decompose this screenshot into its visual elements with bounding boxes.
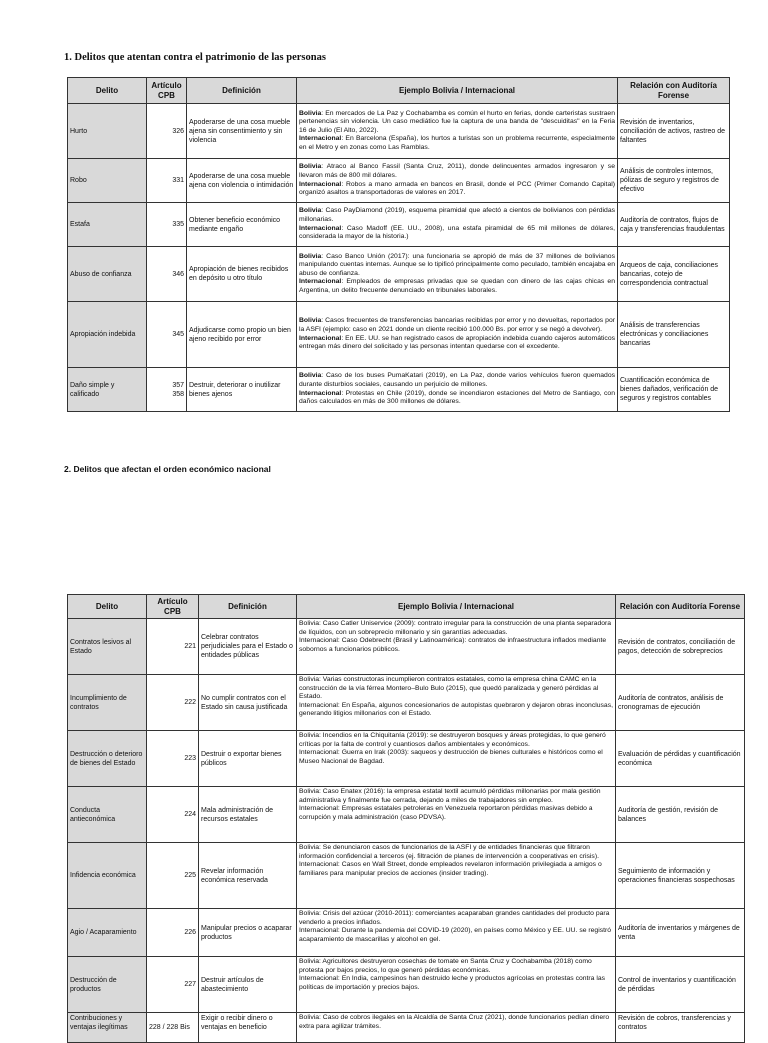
label-bolivia: Bolivia bbox=[299, 372, 322, 380]
label-internacional: Internacional bbox=[299, 180, 342, 188]
text-internacional: : Empleados de empresas privadas que se quedan con dinero de las cajas chicas en Argentina, un delito frecuente denunciado en tribunales laborales. bbox=[299, 278, 615, 294]
cell-articulo: 326 bbox=[147, 104, 187, 159]
col-header-ejemplo: Ejemplo Bolivia / Internacional bbox=[297, 595, 616, 619]
cell-delito: Apropiación indebida bbox=[68, 302, 147, 368]
cell-relacion: Auditoría de inventarios y márgenes de venta bbox=[616, 909, 745, 957]
cell-articulo: 335 bbox=[147, 203, 187, 247]
table-header-row bbox=[68, 595, 745, 619]
text-internacional: : En EE. UU. se han registrado casos de apropiación indebida cuando cajeros automáticos entregan más dinero del solicitado y las personas intentan quedarse con el excedente. bbox=[299, 334, 615, 351]
cell-articulo: 224 bbox=[147, 787, 199, 843]
table-row bbox=[68, 1013, 745, 1043]
cell-delito: Infidencia económica bbox=[68, 843, 147, 909]
text-bolivia: : Atraco al Banco Fassil (Santa Cruz, 2011), donde delincuentes armados ingresaron y se llevaron más de 800 mil dólares. bbox=[299, 163, 615, 179]
orden-economico-table bbox=[67, 594, 745, 1043]
cell-delito: Conducta antieconómica bbox=[68, 787, 147, 843]
label-bolivia: Bolivia bbox=[299, 252, 322, 260]
cell-relacion: Análisis de transferencias electrónicas y conciliaciones bancarias bbox=[618, 302, 730, 368]
cell-relacion: Control de inventarios y cuantificación de pérdidas bbox=[616, 957, 745, 1013]
cell-delito: Robo bbox=[68, 159, 147, 203]
cell-relacion: Revisión de contratos, conciliación de pagos, detección de sobreprecios bbox=[616, 619, 745, 675]
cell-relacion: Revisión de cobros, transferencias y contratos bbox=[616, 1013, 745, 1043]
text-bolivia: : Caso de los buses PumaKatari (2019), en La Paz, donde varios vehículos fueron quemados durante disturbios sociales, causando un perjuicio de millones. bbox=[299, 372, 615, 388]
cell-definicion: Obtener beneficio económico mediante engaño bbox=[187, 203, 297, 247]
label-bolivia: Bolivia bbox=[299, 109, 322, 117]
text-internacional: : En Barcelona (España), los hurtos a turistas son un problema recurrente, especialmente en el Metro y en zonas como Las Ramblas. bbox=[299, 135, 615, 151]
cell-ejemplo: Bolivia: Incendios en la Chiquitanía (2019): se destruyeron bosques y áreas protegidas, lo que generó críticas por la falta de control y cuantiosos daños ambientales y económicos. Internacional: Guerra en Irak (2003): saqueos y destrucción de bienes culturales e históricos como el Museo Nacional de Bagdad. bbox=[297, 731, 616, 787]
col-header-relacion: Relación con Auditoría Forense bbox=[618, 78, 730, 104]
cell-definicion: Mala administración de recursos estatales bbox=[199, 787, 297, 843]
label-internacional: Internacional bbox=[299, 224, 342, 232]
cell-definicion: Revelar información económica reservada bbox=[199, 843, 297, 909]
text-internacional: : Robos a mano armada en bancos en Brasil, donde el PCC (Primer Comando Capital) organizó asaltos a transportadoras de valores en 2017. bbox=[299, 180, 615, 197]
table-row bbox=[68, 159, 730, 203]
cell-ejemplo bbox=[297, 104, 618, 159]
cell-articulo: 226 bbox=[147, 909, 199, 957]
label-bolivia: Bolivia bbox=[299, 317, 322, 325]
cell-delito: Contribuciones y ventajas ilegítimas bbox=[68, 1013, 147, 1043]
table-row bbox=[68, 247, 730, 302]
table-row bbox=[68, 104, 730, 159]
text-bolivia: : En mercados de La Paz y Cochabamba es común el hurto en ferias, donde carteristas sustraen pertenencias sin violencia. Un caso mediático fue la captura de una banda de "descuiditas" en la Feria 16 de Julio (El Alto, 2022). bbox=[299, 109, 615, 134]
cell-articulo: 345 bbox=[147, 302, 187, 368]
patrimonio-table bbox=[67, 77, 730, 412]
cell-delito: Estafa bbox=[68, 203, 147, 247]
text-bolivia: : Caso Banco Unión (2017): una funcionaria se apropió de más de 37 millones de bolivianos manipulando cuentas internas. Aunque se lo tipificó principalmente como peculado, también encajaba en abuso de confianza. bbox=[299, 252, 615, 277]
col-header-articulo: Artículo CPB bbox=[147, 78, 187, 104]
cell-delito: Contratos lesivos al Estado bbox=[68, 619, 147, 675]
text-internacional: : Protestas en Chile (2019), donde se incendiaron estaciones del Metro de Santiago, con daños calculados en más de 300 millones de dólares. bbox=[299, 389, 615, 406]
cell-articulo: 228 / 228 Bis bbox=[147, 1013, 199, 1043]
cell-articulo: 227 bbox=[147, 957, 199, 1013]
cell-articulo: 357 358 bbox=[147, 368, 187, 412]
col-header-articulo: Artículo CPB bbox=[147, 595, 199, 619]
col-header-relacion: Relación con Auditoría Forense bbox=[616, 595, 745, 619]
cell-definicion: No cumplir contratos con el Estado sin causa justificada bbox=[199, 675, 297, 731]
cell-definicion: Celebrar contratos perjudiciales para el Estado o entidades públicas bbox=[199, 619, 297, 675]
col-header-delito: Delito bbox=[68, 78, 147, 104]
cell-relacion: Cuantificación económica de bienes dañados, verificación de seguros y registros contables bbox=[618, 368, 730, 412]
table-row bbox=[68, 957, 745, 1013]
cell-ejemplo: Bolivia: Agricultores destruyeron cosechas de tomate en Santa Cruz y Cochabamba (2018) como protesta por bajos precios, lo que generó pérdidas económicas. Internacional: En India, campesinos han destruido leche y productos agrícolas en protestas contra las políticas de importación y precios bajos. bbox=[297, 957, 616, 1013]
cell-relacion: Arqueos de caja, conciliaciones bancarias, cotejo de correspondencia contractual bbox=[618, 247, 730, 302]
cell-delito: Agio / Acaparamiento bbox=[68, 909, 147, 957]
section-1-title: 1. Delitos que atentan contra el patrimonio de las personas bbox=[64, 52, 326, 63]
cell-relacion: Revisión de inventarios, conciliación de activos, rastreo de faltantes bbox=[618, 104, 730, 159]
label-internacional: Internacional bbox=[299, 135, 342, 143]
cell-ejemplo: Bolivia: Varias constructoras incumplieron contratos estatales, como la empresa china CAMC en la construcción de la vía férrea Montero–Bulo Bulo (2015), que quedó paralizada y generó pérdidas al Estado. Internacional: En España, algunos concesionarios de autopistas quebraron y dejaron obras inconclusas, generando litigios millonarios con el Estado. bbox=[297, 675, 616, 731]
table-header-row bbox=[68, 78, 730, 104]
cell-ejemplo: Bolivia: Crisis del azúcar (2010-2011): comerciantes acaparaban grandes cantidades del producto para venderlo a precios inflados. Internacional: Durante la pandemia del COVID-19 (2020), en países como México y EE. UU. se registró acaparamiento de mascarillas y alcohol en gel. bbox=[297, 909, 616, 957]
text-bolivia: : Casos frecuentes de transferencias bancarias recibidas por error y no devueltas, reportados por la ASFI (ejemplo: caso en 2021 donde un cliente recibió 100.000 Bs. por error y se negó a devolver). bbox=[299, 317, 615, 333]
label-bolivia: Bolivia bbox=[299, 207, 322, 215]
cell-ejemplo: Bolivia: Caso de cobros ilegales en la Alcaldía de Santa Cruz (2021), donde funcionarios pedían dinero extra para agilizar trámites. bbox=[297, 1013, 616, 1043]
table-row bbox=[68, 302, 730, 368]
table-row bbox=[68, 619, 745, 675]
text-internacional: : Caso Madoff (EE. UU., 2008), una estafa piramidal de 65 mil millones de dólares, considerada la mayor de la historia.) bbox=[299, 224, 615, 241]
cell-relacion: Análisis de controles internos, pólizas de seguro y registros de efectivo bbox=[618, 159, 730, 203]
cell-relacion: Seguimiento de información y operaciones financieras sospechosas bbox=[616, 843, 745, 909]
cell-relacion: Evaluación de pérdidas y cuantificación económica bbox=[616, 731, 745, 787]
table-row bbox=[68, 675, 745, 731]
table-row bbox=[68, 843, 745, 909]
cell-definicion: Adjudicarse como propio un bien ajeno recibido por error bbox=[187, 302, 297, 368]
col-header-definicion: Definición bbox=[199, 595, 297, 619]
label-internacional: Internacional bbox=[299, 278, 342, 286]
cell-delito: Destrucción de productos bbox=[68, 957, 147, 1013]
cell-relacion: Auditoría de gestión, revisión de balances bbox=[616, 787, 745, 843]
cell-relacion: Auditoría de contratos, flujos de caja y transferencias fraudulentas bbox=[618, 203, 730, 247]
cell-ejemplo bbox=[297, 368, 618, 412]
section-2-title: 2. Delitos que afectan el orden económico nacional bbox=[64, 464, 271, 474]
col-header-ejemplo: Ejemplo Bolivia / Internacional bbox=[297, 78, 618, 104]
cell-definicion: Apropiación de bienes recibidos en depósito u otro título bbox=[187, 247, 297, 302]
col-header-delito: Delito bbox=[68, 595, 147, 619]
cell-ejemplo: Bolivia: Caso Enatex (2016): la empresa estatal textil acumuló pérdidas millonarias por mala gestión administrativa y finalmente fue cerrada, dejando a miles de trabajadores sin empleo. Internacional: Empresas estatales petroleras en Venezuela reportaron pérdidas masivas debido a corrupción y mala administración (caso PDVSA). bbox=[297, 787, 616, 843]
cell-relacion: Auditoría de contratos, análisis de cronogramas de ejecución bbox=[616, 675, 745, 731]
cell-definicion: Manipular precios o acaparar productos bbox=[199, 909, 297, 957]
col-header-definicion: Definición bbox=[187, 78, 297, 104]
table-row bbox=[68, 909, 745, 957]
cell-definicion: Destruir, deteriorar o inutilizar bienes ajenos bbox=[187, 368, 297, 412]
cell-articulo: 221 bbox=[147, 619, 199, 675]
cell-delito: Incumplimiento de contratos bbox=[68, 675, 147, 731]
cell-definicion: Apoderarse de una cosa mueble ajena sin consentimiento y sin violencia bbox=[187, 104, 297, 159]
table-row bbox=[68, 731, 745, 787]
cell-articulo: 222 bbox=[147, 675, 199, 731]
cell-ejemplo bbox=[297, 247, 618, 302]
cell-definicion: Exigir o recibir dinero o ventajas en beneficio bbox=[199, 1013, 297, 1043]
cell-articulo: 225 bbox=[147, 843, 199, 909]
cell-ejemplo bbox=[297, 203, 618, 247]
cell-ejemplo: Bolivia: Se denunciaron casos de funcionarios de la ASFI y de entidades financieras que filtraron información confidencial a terceros (ej. filtración de planes de intervención a cooperativas en crisis). Internacional: Casos en Wall Street, donde empleados revelaron información privilegiada a amigos o familiares para manipular precios de acciones (insider trading). bbox=[297, 843, 616, 909]
cell-definicion: Apoderarse de una cosa mueble ajena con violencia o intimidación bbox=[187, 159, 297, 203]
cell-articulo: 223 bbox=[147, 731, 199, 787]
label-internacional: Internacional bbox=[299, 334, 342, 342]
cell-articulo: 346 bbox=[147, 247, 187, 302]
label-bolivia: Bolivia bbox=[299, 163, 322, 171]
table-row bbox=[68, 203, 730, 247]
cell-delito: Hurto bbox=[68, 104, 147, 159]
cell-ejemplo bbox=[297, 302, 618, 368]
cell-definicion: Destruir o exportar bienes públicos bbox=[199, 731, 297, 787]
table-row bbox=[68, 368, 730, 412]
table-row bbox=[68, 787, 745, 843]
cell-ejemplo: Bolivia: Caso Catler Uniservice (2009): contrato irregular para la construcción de una planta separadora de líquidos, con un sobreprecio millonario y sin garantías adecuadas. Internacional: Caso Odebrecht (Brasil y Latinoamérica): contratos de infraestructura inflados mediante sobornos a funcionarios públicos. bbox=[297, 619, 616, 675]
cell-definicion: Destruir artículos de abastecimiento bbox=[199, 957, 297, 1013]
label-internacional: Internacional bbox=[299, 389, 342, 397]
cell-delito: Daño simple y calificado bbox=[68, 368, 147, 412]
cell-ejemplo bbox=[297, 159, 618, 203]
cell-articulo: 331 bbox=[147, 159, 187, 203]
cell-delito: Abuso de confianza bbox=[68, 247, 147, 302]
cell-delito: Destrucción o deterioro de bienes del Estado bbox=[68, 731, 147, 787]
text-bolivia: : Caso PayDiamond (2019), esquema piramidal que afectó a cientos de bolivianos con pérdidas millonarias. bbox=[299, 207, 615, 223]
